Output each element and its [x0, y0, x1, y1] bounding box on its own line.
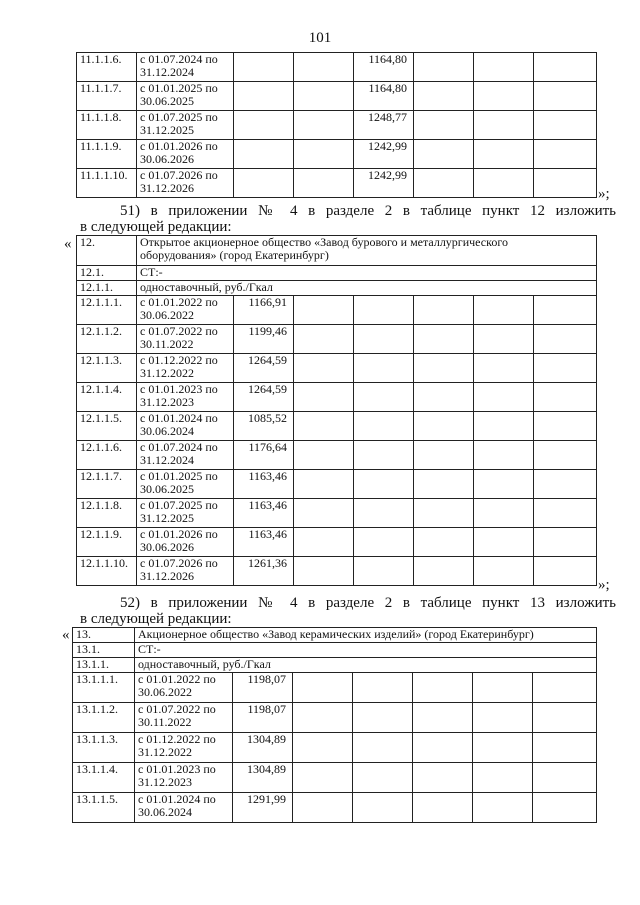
sub-text: СТ:-	[135, 643, 597, 658]
row-period: с 01.07.2026 по 31.12.2026	[137, 169, 234, 198]
row-period: с 01.01.2023 по 31.12.2023	[135, 763, 233, 793]
row-value: 1264,59	[234, 383, 294, 412]
table-row	[77, 441, 597, 470]
row-period: с 01.01.2025 по 30.06.2025	[137, 470, 234, 499]
row-value: 1163,46	[234, 470, 294, 499]
row-period: с 01.07.2024 по 31.12.2024	[137, 53, 234, 82]
row-code: 13.1.1.5.	[73, 793, 135, 823]
row-code: 12.1.1.8.	[77, 499, 137, 528]
table-row	[73, 703, 597, 733]
table-row	[73, 793, 597, 823]
row-code: 13.1.1.3.	[73, 733, 135, 763]
header-title: Акционерное общество «Завод керамических изделий» (город Екатеринбург)	[135, 628, 597, 643]
paragraph-52-line2: в следующей редакции:	[80, 611, 232, 627]
tariff-table-12	[76, 235, 597, 586]
table-row	[77, 470, 597, 499]
sub-text: одноставочный, руб./Гкал	[135, 658, 597, 673]
row-value: 1242,99	[354, 169, 414, 198]
row-value: 1163,46	[234, 528, 294, 557]
page-number: 101	[308, 30, 332, 46]
row-period: с 01.12.2022 по 31.12.2022	[135, 733, 233, 763]
row-period: с 01.01.2026 по 30.06.2026	[137, 140, 234, 169]
sub-code: 12.1.	[77, 266, 137, 281]
row-code: 11.1.1.10.	[77, 169, 137, 198]
paragraph-52	[80, 595, 616, 627]
opening-quote-3: «	[62, 627, 70, 643]
table-header-row	[77, 236, 597, 266]
row-value: 1264,59	[234, 354, 294, 383]
table-row	[77, 354, 597, 383]
row-value: 1166,91	[234, 296, 294, 325]
table-row	[73, 673, 597, 703]
row-period: с 01.07.2025 по 31.12.2025	[137, 111, 234, 140]
sub-code: 12.1.1.	[77, 281, 137, 296]
row-value: 1163,46	[234, 499, 294, 528]
row-value: 1248,77	[354, 111, 414, 140]
row-value: 1304,89	[233, 763, 293, 793]
row-code: 11.1.1.9.	[77, 140, 137, 169]
paragraph-51	[80, 203, 616, 235]
row-period: с 01.07.2022 по 30.11.2022	[135, 703, 233, 733]
table-row	[73, 733, 597, 763]
table-header-row	[73, 628, 597, 643]
table-row	[77, 499, 597, 528]
row-period: с 01.01.2022 по 30.06.2022	[135, 673, 233, 703]
header-code: 13.	[73, 628, 135, 643]
table-row	[77, 296, 597, 325]
table-subheader-row	[73, 643, 597, 658]
paragraph-51-line2: в следующей редакции:	[80, 219, 232, 235]
header-code: 12.	[77, 236, 137, 266]
row-code: 13.1.1.4.	[73, 763, 135, 793]
row-value: 1085,52	[234, 412, 294, 441]
row-code: 13.1.1.2.	[73, 703, 135, 733]
row-value: 1198,07	[233, 673, 293, 703]
table-row	[77, 140, 597, 169]
table-row	[77, 528, 597, 557]
table-row	[77, 169, 597, 198]
row-period: с 01.01.2022 по 30.06.2022	[137, 296, 234, 325]
table-subheader-row	[73, 658, 597, 673]
paragraph-51-line1: 51) в приложении № 4 в разделе 2 в таблице пункт 12 изложить	[120, 203, 616, 219]
table-row	[77, 53, 597, 82]
sub-text: одноставочный, руб./Гкал	[137, 281, 597, 296]
row-value: 1198,07	[233, 703, 293, 733]
row-code: 12.1.1.5.	[77, 412, 137, 441]
table-row	[77, 383, 597, 412]
sub-code: 13.1.1.	[73, 658, 135, 673]
row-code: 11.1.1.7.	[77, 82, 137, 111]
row-period: с 01.01.2023 по 31.12.2023	[137, 383, 234, 412]
row-value: 1291,99	[233, 793, 293, 823]
row-code: 12.1.1.2.	[77, 325, 137, 354]
table-subheader-row	[77, 266, 597, 281]
row-code: 13.1.1.1.	[73, 673, 135, 703]
row-code: 12.1.1.9.	[77, 528, 137, 557]
row-period: с 01.07.2022 по 30.11.2022	[137, 325, 234, 354]
closing-quote-2: »;	[598, 577, 610, 593]
row-value: 1176,64	[234, 441, 294, 470]
row-value: 1164,80	[354, 53, 414, 82]
row-value: 1304,89	[233, 733, 293, 763]
row-period: с 01.01.2024 по 30.06.2024	[135, 793, 233, 823]
row-period: с 01.01.2024 по 30.06.2024	[137, 412, 234, 441]
row-code: 12.1.1.6.	[77, 441, 137, 470]
table-row	[77, 325, 597, 354]
row-value: 1199,46	[234, 325, 294, 354]
opening-quote-2: «	[64, 236, 72, 252]
row-code: 12.1.1.7.	[77, 470, 137, 499]
header-title: Открытое акционерное общество «Завод бурового и металлургического оборудования» (город Екатеринбург)	[137, 236, 597, 266]
row-code: 11.1.1.8.	[77, 111, 137, 140]
row-code: 12.1.1.4.	[77, 383, 137, 412]
row-value: 1242,99	[354, 140, 414, 169]
table-row	[77, 82, 597, 111]
row-code: 11.1.1.6.	[77, 53, 137, 82]
tariff-table-13	[72, 627, 597, 823]
row-value: 1164,80	[354, 82, 414, 111]
paragraph-52-line1: 52) в приложении № 4 в разделе 2 в таблице пункт 13 изложить	[120, 595, 616, 611]
table-row	[73, 763, 597, 793]
row-code: 12.1.1.1.	[77, 296, 137, 325]
row-period: с 01.07.2025 по 31.12.2025	[137, 499, 234, 528]
row-code: 12.1.1.3.	[77, 354, 137, 383]
closing-quote-1: »;	[598, 186, 610, 202]
row-period: с 01.07.2026 по 31.12.2026	[137, 557, 234, 586]
table-subheader-row	[77, 281, 597, 296]
table-row	[77, 412, 597, 441]
table-row	[77, 557, 597, 586]
sub-code: 13.1.	[73, 643, 135, 658]
sub-text: СТ:-	[137, 266, 597, 281]
row-period: с 01.01.2025 по 30.06.2025	[137, 82, 234, 111]
row-code: 12.1.1.10.	[77, 557, 137, 586]
row-period: с 01.07.2024 по 31.12.2024	[137, 441, 234, 470]
row-value: 1261,36	[234, 557, 294, 586]
tariff-table-11	[76, 52, 597, 198]
table-row	[77, 111, 597, 140]
row-period: с 01.12.2022 по 31.12.2022	[137, 354, 234, 383]
row-period: с 01.01.2026 по 30.06.2026	[137, 528, 234, 557]
